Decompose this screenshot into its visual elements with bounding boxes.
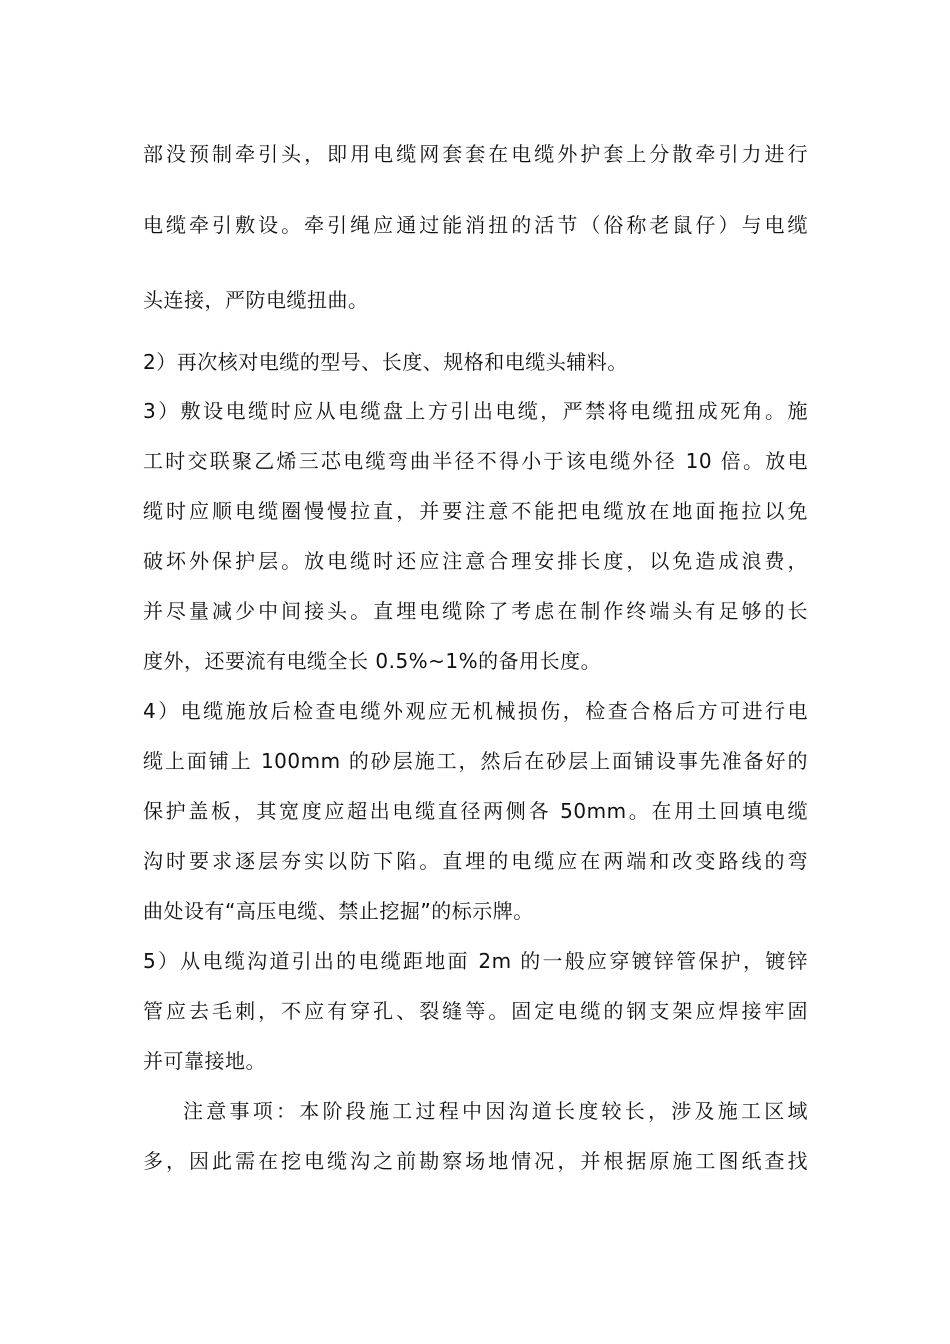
text-line: 曲处设有“高压电缆、禁止挖掘”的标示牌。 — [143, 899, 534, 923]
text-line: 3）敷设电缆时应从电缆盘上方引出电缆，严禁将电缆扭成死角。施 — [143, 399, 808, 423]
text-line: 5）从电缆沟道引出的电缆距地面 2m 的一般应穿镀锌管保护，镀锌 — [143, 949, 808, 973]
text-line: 部没预制牵引头，即用电缆网套套在电缆外护套上分散牵引力进行 — [143, 142, 808, 166]
text-line: 2）再次核对电缆的型号、长度、规格和电缆头辅料。 — [143, 350, 628, 374]
text-line: 并尽量减少中间接头。直埋电缆除了考虑在制作终端头有足够的长 — [143, 599, 808, 623]
text-line: 缆时应顺电缆圈慢慢拉直，并要注意不能把电缆放在地面拖拉以免 — [143, 499, 808, 523]
text-line: 注意事项：本阶段施工过程中因沟道长度较长，涉及施工区域 — [183, 1099, 808, 1123]
text-line: 保护盖板，其宽度应超出电缆直径两侧各 50mm。在用土回填电缆 — [143, 799, 808, 823]
text-line: 工时交联聚乙烯三芯电缆弯曲半径不得小于该电缆外径 10 倍。放电 — [143, 449, 808, 473]
text-line: 缆上面铺上 100mm 的砂层施工，然后在砂层上面铺设事先准备好的 — [143, 749, 808, 773]
text-line: 多，因此需在挖电缆沟之前勘察场地情况，并根据原施工图纸查找 — [143, 1149, 808, 1173]
text-line: 破坏外保护层。放电缆时还应注意合理安排长度，以免造成浪费， — [143, 549, 808, 573]
text-line: 4）电缆施放后检查电缆外观应无机械损伤，检查合格后方可进行电 — [143, 699, 808, 723]
text-line: 头连接，严防电缆扭曲。 — [143, 288, 369, 312]
text-line: 管应去毛刺，不应有穿孔、裂缝等。固定电缆的钢支架应焊接牢固 — [143, 999, 808, 1023]
text-line: 电缆牵引敷设。牵引绳应通过能消扭的活节（俗称老鼠仔）与电缆 — [143, 213, 808, 237]
text-line: 沟时要求逐层夯实以防下陷。直埋的电缆应在两端和改变路线的弯 — [143, 849, 808, 873]
text-line: 度外，还要流有电缆全长 0.5%~1%的备用长度。 — [143, 649, 602, 673]
text-line: 并可靠接地。 — [143, 1049, 266, 1073]
